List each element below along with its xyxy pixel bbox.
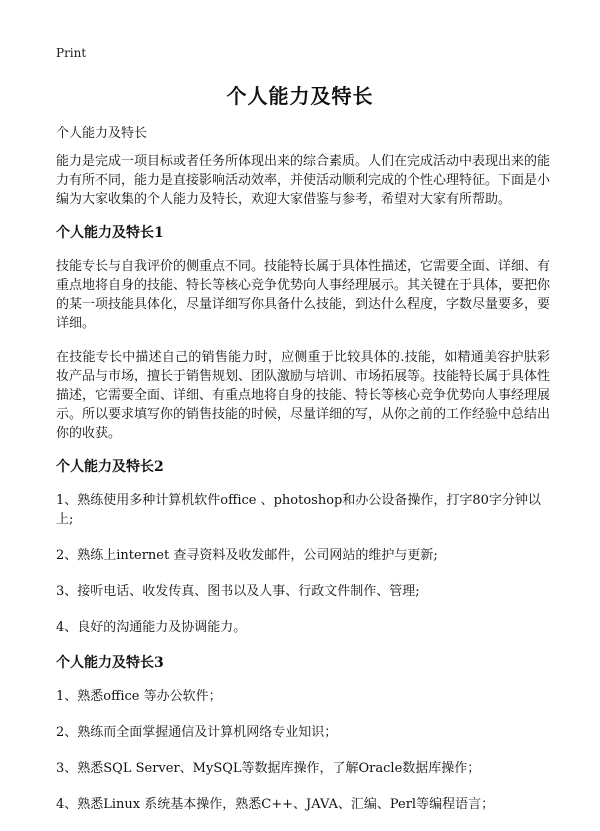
section1-paragraph: 在技能专长中描述自己的销售能力时，应侧重于比较具体的.技能，如精通美容护肤彩妆产品与市场，擅长于销售规划、团队激励与培训、市场拓展等。技能特长属于具体性描述，它需要全面、详细、有重点地将自身的技能、特长等核心竞争优势向人事经理展示。所以要求填写你的销售技能的时候，尽量详细的写，从你之前的工作经验中总结出你的收获。 (56, 350, 551, 441)
section1-paragraph: 技能专长与自我评价的侧重点不同。技能特长属于具体性描述，它需要全面、详细、有重点地将自身的技能、特长等核心竞争优势向人事经理展示。其关键在于具体，要把你的某一项技能具体化，尽量详细写你具备什么技能，到达什么程度，字数尽量要多，要详细。 (56, 259, 551, 331)
list-item: 3、熟悉SQL Server、MySQL等数据库操作，了解Oracle数据库操作； (56, 761, 481, 776)
intro-paragraph: 能力是完成一项目标或者任务所体现出来的综合素质。人们在完成活动中表现出来的能力有所不同，能力是直接影响活动效率，并使活动顺利完成的个性心理特征。下面是小编为大家收集的个人能力及特长，欢迎大家借鉴与参考，希望对大家有所帮助。 (56, 154, 551, 207)
list-item: 2、熟练上internet 查寻资料及收发邮件，公司网站的维护与更新; (56, 548, 438, 563)
page-title: 个人能力及特长 (226, 84, 374, 108)
list-item: 3、接听电话、收发传真、图书以及人事、行政文件制作、管理; (56, 584, 420, 599)
section-heading-1: 个人能力及特长1 (56, 225, 164, 241)
list-item: 2、熟练而全面掌握通信及计算机网络专业知识； (56, 725, 338, 740)
list-item: 1、熟练使用多种计算机软件office 、photoshop和办公设备操作，打字80字分钟以上; (56, 493, 541, 527)
section-heading-2: 个人能力及特长2 (56, 459, 164, 475)
list-item: 4、良好的沟通能力及协调能力。 (56, 620, 247, 635)
list-item: 1、熟悉office 等办公软件； (56, 689, 222, 704)
section-heading-3: 个人能力及特长3 (56, 655, 164, 671)
print-label: Print (56, 46, 87, 60)
page-subtitle: 个人能力及特长 (56, 126, 148, 141)
list-item: 4、熟悉Linux 系统基本操作，熟悉C++、JAVA、汇编、Perl等编程语言； (56, 797, 495, 812)
document-body (56, 152, 550, 831)
